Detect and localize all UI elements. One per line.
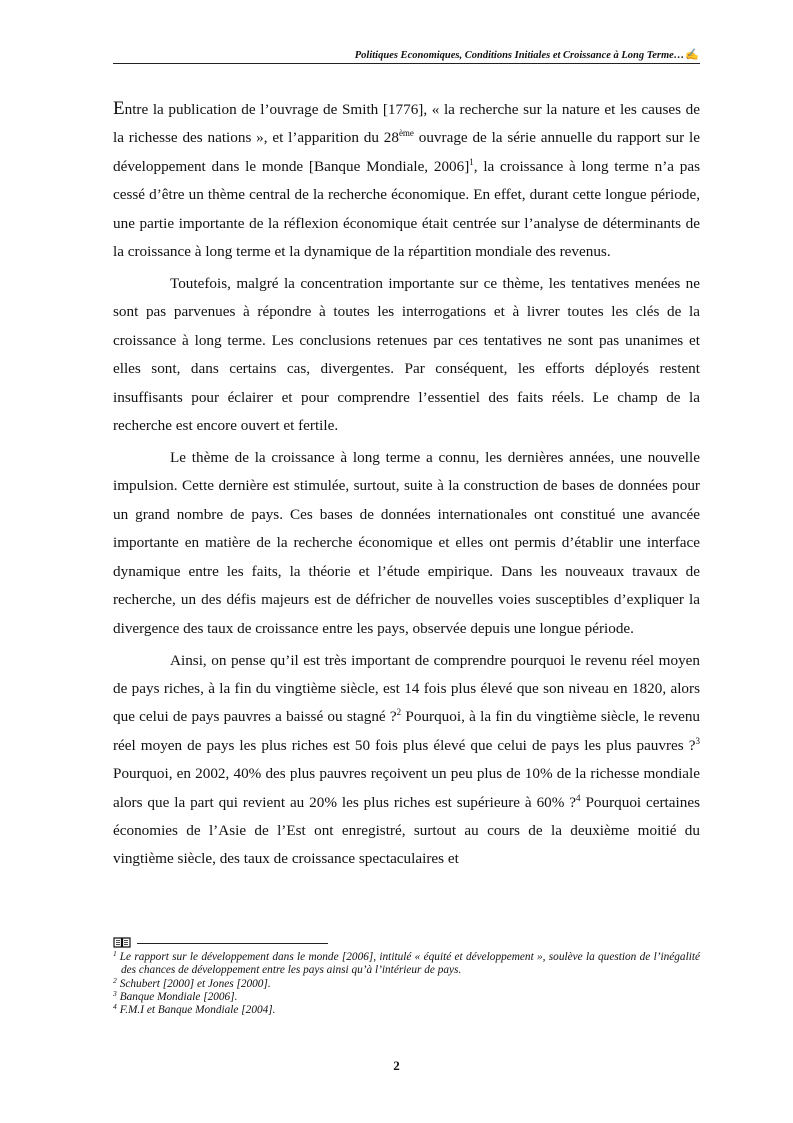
paragraph-1-part-a: ntre la publication de l’ouvrage de Smith [1776], « la recherche sur la nature et les causes de la richesse des nations », et l’apparition du 28: [113, 101, 700, 147]
page-number: 2: [393, 1058, 400, 1073]
footnote-text: Banque Mondiale [2006].: [119, 990, 238, 1003]
footnote-number: 1: [113, 949, 117, 958]
footnote-ref-3: 3: [695, 735, 700, 746]
superscript-eme: ème: [398, 128, 414, 139]
footnote-rule: [137, 943, 328, 944]
footnote-2: [113, 975, 700, 991]
footnote-text: Le rapport sur le développement dans le monde [2006], intitulé « équité et développement », soulève la question de l’inégalité des chances de développement entre les pays ainsi qu’à l’intérieur de pays.: [119, 951, 700, 977]
paragraph-4-part-d: Pourquoi certaines économies de l’Asie de l’Est ont enregistré, surtout au cours de la deuxième moitié du vingtième siècle, des taux de croissance spectaculaires et: [113, 793, 700, 868]
paragraph-3: Le thème de la croissance à long terme a connu, les dernières années, une nouvelle impulsion. Cette dernière est stimulée, surtout, suite à la construction de bases de données pour un grand nombre de pays. Ces bases de données internationales ont constitué une avancée importante en matière de la recherche économique et elles ont permis d’établir une interface dynamique entre les faits, la théorie et l’étude empirique. Dans les nouveaux travaux de recherche, un des défis majeurs est de défricher de nouvelles voies susceptibles d’expliquer la divergence des taux de croissance entre les pays, observée depuis une longue période.: [113, 449, 700, 637]
paragraph-1-part-b: ouvrage de la série annuelle du rapport sur le développement dans le monde [Banque Mondiale, 2006]: [113, 129, 700, 175]
footnotes: [113, 951, 700, 1017]
footnote-4: [113, 1004, 700, 1017]
paragraph-4-part-c: Pourquoi, en 2002, 40% des plus pauvres reçoivent un peu plus de 10% de la richesse mondiale alors que la part qui revient au 20% les plus riches est supérieure à 60% ?: [113, 765, 700, 811]
footnote-number: 3: [113, 988, 117, 998]
footnote-ref-2: 2: [396, 707, 402, 718]
footnote-ref-1: 1: [469, 156, 474, 167]
paragraph-4-part-a: Ainsi, on pense qu’il est très important de comprendre pourquoi le revenu réel moyen de pays riches, à la fin du vingtième siècle, est 14 fois plus élevé que son niveau en 1820, alors que celui de pays pauvres a baissé ou stagné ?: [113, 651, 700, 726]
paragraph-4: [113, 647, 700, 874]
footnote-text: Schubert [2000] et Jones [2000].: [119, 977, 271, 990]
footnote-1: [113, 951, 700, 978]
paragraph-1-part-c: , la croissance à long terme n’a pas cessé d’être un thème central de la recherche économique. En effet, durant cette longue période, une partie importante de la réflexion économique était centrée sur l’analyse de déterminants de la croissance à long terme et la dynamique de la répartition mondiale des revenus.: [113, 157, 700, 261]
header-rule: [113, 63, 700, 64]
pen-icon: ✍: [685, 49, 699, 61]
paragraph-1: [113, 95, 700, 266]
footnote-ref-4: 4: [576, 792, 581, 803]
drop-cap: E: [113, 98, 125, 119]
footnote-number: 4: [113, 1002, 117, 1012]
footnote-text: F.M.I et Banque Mondiale [2004].: [119, 1004, 276, 1017]
paragraph-4-part-b: Pourquoi, à la fin du vingtième siècle, le revenu réel moyen de pays les plus riches est 50 fois plus élevé que celui de pays les plus pauvres ?: [113, 708, 701, 754]
footnote-number: 2: [113, 975, 117, 985]
open-book-icon: [113, 936, 131, 948]
running-header: [113, 48, 699, 61]
running-title: Politiques Economiques, Conditions Initiales et Croissance à Long Terme…: [354, 50, 685, 61]
footnote-3: [113, 988, 700, 1004]
body-text: [113, 95, 700, 877]
paragraph-2: Toutefois, malgré la concentration importante sur ce thème, les tentatives menées ne sont pas parvenues à répondre à toutes les interrogations et à livrer toutes les clés de la croissance à long terme. Les conclusions retenues par ces tentatives ne sont pas unanimes et elles sont, dans certains cas, divergentes. Par conséquent, les efforts déployés restent insuffisants pour éclairer et pour comprendre l’essentiel des faits réels. Le champ de la recherche est encore ouvert et fertile.: [113, 275, 700, 435]
